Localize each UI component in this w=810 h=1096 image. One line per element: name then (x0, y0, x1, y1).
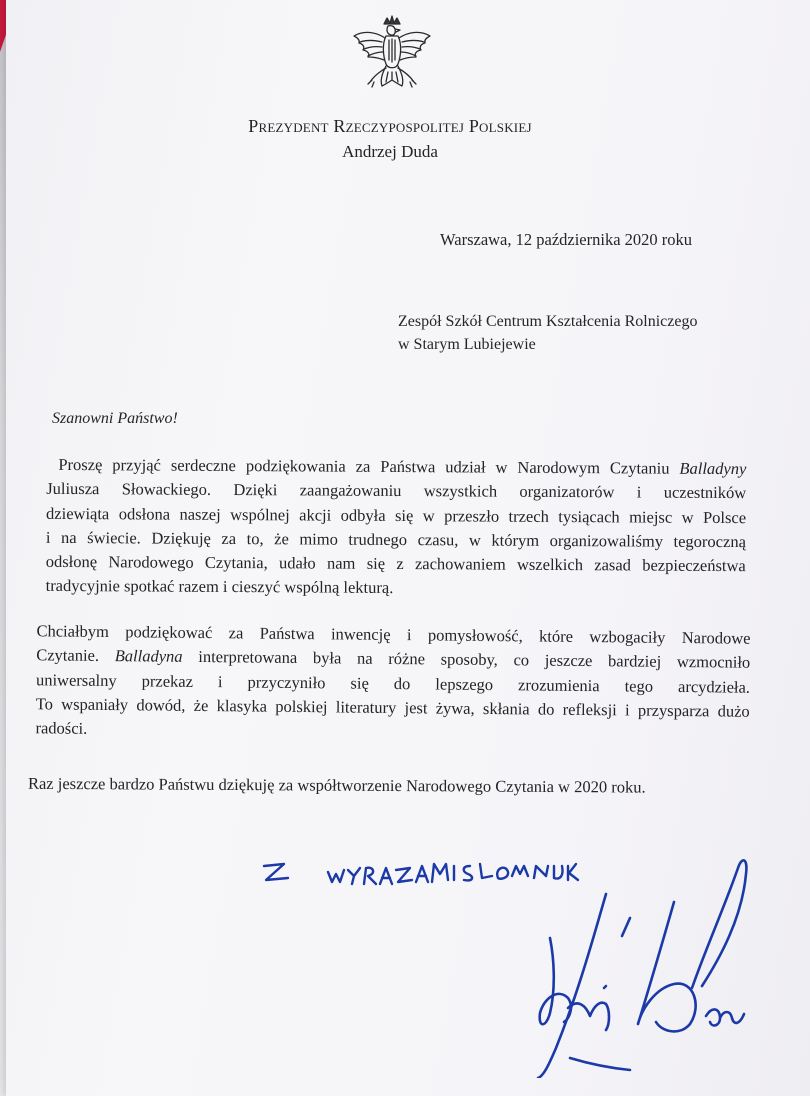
salutation: Szanowni Państwo! (52, 410, 178, 427)
president-name: Andrzej Duda (342, 142, 438, 161)
paragraph-1-line-5: odsłonę Narodowego Czytania, udało nam się z zachowaniem wszelkich zasad bezpieczeństwa (45, 552, 746, 576)
paragraph-1-line-6: tradycyjnie spotkać razem i cieszyć wspólną lekturą. (45, 576, 394, 598)
addressee-block (398, 310, 808, 356)
polish-eagle-emblem-icon (346, 14, 438, 100)
text-span: Proszę przyjąć serdeczne podziękowania za Państwa udział w Narodowym Czytaniu (58, 454, 680, 478)
handwritten-signature-icon (538, 860, 746, 1078)
paragraph-2-line-3: uniwersalny przekaz i przyczyniło się do lepszego zrozumienia tego arcydzieła. (35, 669, 751, 697)
paragraph-2-line-1: Chciałbym podziękować za Państwa inwencję i pomysłowość, które wzbogaciły Narodowe (36, 621, 751, 648)
paragraph-2 (35, 619, 750, 748)
paragraph-1-line-2: Juliusza Słowackiego. Dzięki zaangażowaniu wszystkich organizatorów i uczestników (46, 479, 747, 503)
italic-title: Balladyna (114, 646, 183, 667)
paragraph-1 (46, 453, 747, 603)
paragraph-1-line-4: i na świecie. Dziękuję za to, że mimo trudnego czasu, w którym organizowaliśmy tegoroczną (45, 527, 746, 552)
addressee-line-1: Zespół Szkół Centrum Kształcenia Rolniczego (398, 313, 698, 330)
paragraph-2-line-5: radości. (35, 718, 88, 738)
letterhead (190, 114, 590, 164)
handwritten-closing-icon (264, 864, 578, 884)
text-span: interpretowana była na różne sposoby, co jeszcze bardziej wzmocniło (182, 647, 751, 673)
italic-title: Balladyny (679, 458, 747, 479)
addressee-line-2: w Starym Lubiejewie (398, 336, 536, 353)
president-title: Prezydent Rzeczypospolitej Polskiej (248, 116, 532, 136)
date-line: Warszawa, 12 października 2020 roku (440, 230, 693, 249)
paragraph-3: Raz jeszcze bardzo Państwu dziękuję za współtworzenie Narodowego Czytania w 2020 roku. (27, 773, 646, 797)
paragraph-1-line-3: dziewiąta odsłona naszej wspólnej akcji odbyła się w przeszło trzech tysiącach miejsc w Polsce (46, 503, 747, 527)
text-span: Czytanie. (36, 645, 115, 666)
paragraph-2-line-4: To wspaniały dowód, że klasyka polskiej literatury jest żywa, skłania do refleksji i przysparza dużo (35, 694, 750, 721)
handwritten-closing-and-signature (250, 838, 810, 1078)
